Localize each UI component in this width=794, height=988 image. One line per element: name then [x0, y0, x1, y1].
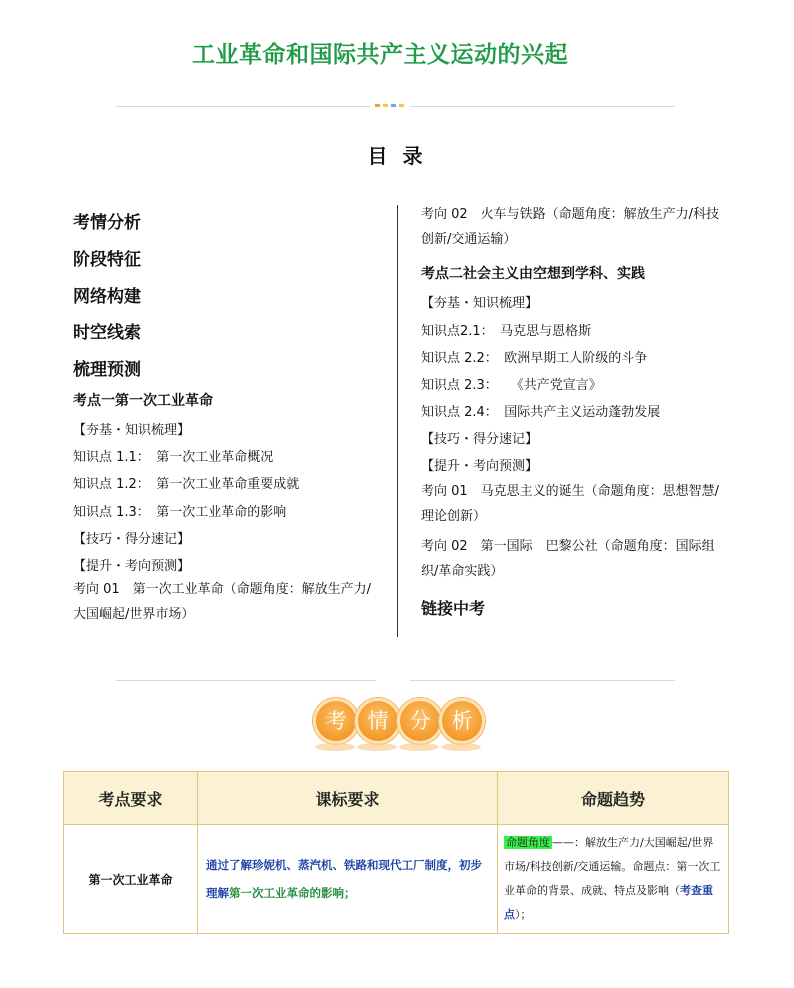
toc-item[interactable]: 知识点 2.3： 《共产党宣言》 — [421, 378, 602, 393]
middle-divider-right — [410, 680, 675, 681]
toc-item[interactable]: 知识点 1.3： 第一次工业革命的影响 — [73, 505, 287, 520]
badge-shadow — [399, 743, 439, 751]
top-divider-left — [116, 106, 371, 107]
middle-divider-left — [116, 680, 376, 681]
toc-item[interactable]: 考向 01 马克思主义的诞生（命题角度：思想智慧/理论创新） — [421, 484, 720, 524]
toc-item[interactable]: 考向 02 第一国际 巴黎公社（命题角度：国际组织/革命实践） — [421, 539, 715, 579]
analysis-table — [63, 771, 729, 934]
toc-column-divider — [397, 205, 398, 637]
toc-item[interactable]: 考向 01 第一次工业革命（命题角度：解放生产力/大国崛起/世界市场） — [73, 582, 372, 622]
badge-shadow — [315, 743, 355, 751]
badge-char: 分 — [397, 698, 443, 744]
badge-char: 情 — [355, 698, 401, 744]
toc-item[interactable]: 考点一第一次工业革命 — [73, 393, 213, 409]
trend-text-end: ）； — [515, 908, 532, 921]
toc-item[interactable]: 【技巧・得分速记】 — [73, 532, 191, 547]
header-trend: 命题趋势 — [498, 772, 729, 825]
toc-item[interactable]: 阶段特征 — [73, 250, 141, 270]
top-divider-right — [410, 106, 675, 107]
toc-item[interactable]: 知识点 2.4： 国际共产主义运动蓬勃发展 — [421, 405, 661, 420]
divider-ornament — [399, 104, 404, 107]
table-header-row — [64, 772, 729, 825]
toc-heading: 目 录 — [367, 144, 427, 168]
trend-emphasis: 考查重点 — [504, 884, 713, 921]
divider-ornament — [391, 104, 396, 107]
divider-ornament — [375, 104, 380, 107]
toc-item[interactable]: 网络构建 — [73, 287, 141, 307]
toc-item[interactable]: 【提升・考向预测】 — [73, 559, 191, 574]
toc-item[interactable]: 时空线索 — [73, 323, 141, 343]
cell-standard — [198, 825, 498, 934]
toc-item[interactable]: 【技巧・得分速记】 — [421, 432, 539, 447]
badge-shadow — [441, 743, 481, 751]
toc-item[interactable]: 考情分析 — [73, 213, 141, 233]
divider-ornament — [383, 104, 388, 107]
standard-highlight-text: 第一次工业革命的影响； — [229, 886, 356, 900]
trend-text: ——：解放生产力/大国崛起/世界市场/科技创新/交通运输。命题点：第一次工业革命的背景、成就、特点及影响（ — [504, 836, 721, 897]
trend-tag: 命题角度 — [506, 836, 550, 849]
toc-item[interactable]: 【夯基・知识梳理】 — [73, 423, 191, 438]
toc-item[interactable]: 考向 02 火车与铁路（命题角度：解放生产力/科技创新/交通运输） — [421, 207, 720, 247]
table-row — [64, 825, 729, 934]
toc-item[interactable]: 考点二社会主义由空想到学科、实践 — [421, 266, 645, 282]
header-standard: 课标要求 — [198, 772, 498, 825]
toc-item[interactable]: 知识点 1.1： 第一次工业革命概况 — [73, 450, 274, 465]
cell-trend — [498, 825, 729, 934]
section-badge — [311, 698, 481, 754]
badge-char: 析 — [439, 698, 485, 744]
badge-char: 考 — [313, 698, 359, 744]
badge-shadow — [357, 743, 397, 751]
toc-item[interactable]: 知识点2.1： 马克思与恩格斯 — [421, 324, 592, 339]
standard-text: 通过了解珍妮机、蒸汽机、铁路和现代工厂制度，初步理解 — [206, 858, 482, 900]
toc-item[interactable]: 知识点 1.2： 第一次工业革命重要成就 — [73, 477, 300, 492]
toc-item[interactable]: 知识点 2.2： 欧洲早期工人阶级的斗争 — [421, 351, 648, 366]
toc-item[interactable]: 【提升・考向预测】 — [421, 459, 539, 474]
toc-item[interactable]: 链接中考 — [421, 599, 486, 618]
cell-point: 第一次工业革命 — [64, 825, 198, 934]
document-title: 工业革命和国际共产主义运动的兴起 — [192, 42, 568, 68]
toc-item[interactable]: 【夯基・知识梳理】 — [421, 296, 539, 311]
header-point: 考点要求 — [64, 772, 198, 825]
toc-item[interactable]: 梳理预测 — [73, 360, 141, 380]
